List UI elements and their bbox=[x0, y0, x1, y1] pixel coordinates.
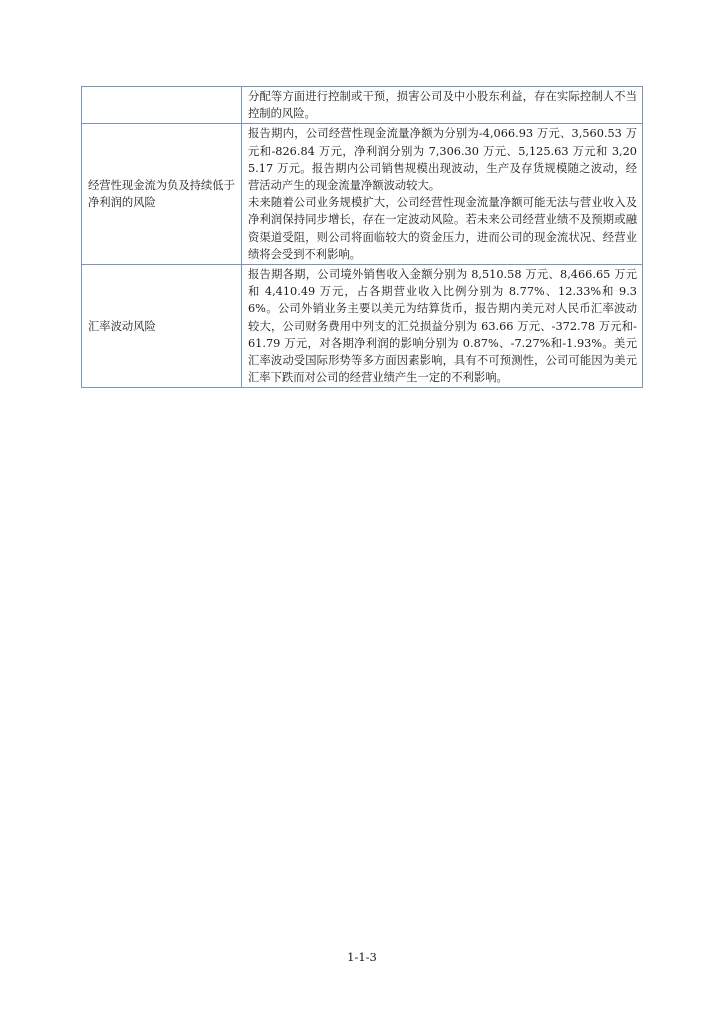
risk-name-cell: 经营性现金流为负及持续低于净利润的风险 bbox=[82, 124, 242, 265]
risk-description-cell bbox=[242, 265, 643, 388]
risk-description-cell bbox=[242, 87, 643, 124]
risk-name-cell: 汇率波动风险 bbox=[82, 265, 242, 388]
risk-description-paragraph: 未来随着公司业务规模扩大，公司经营性现金流量净额可能无法与营业收入及净利润保持同步增长，存在一定波动风险。若未来公司经营业绩不及预期或融资渠道受阻，则公司将面临较大的资金压力，进而公司的现金流状况、经营业绩将会受到不利影响。 bbox=[248, 196, 637, 261]
table-row bbox=[82, 87, 643, 124]
risk-description-paragraph: 报告期内，公司经营性现金流量净额为分别为-4,066.93 万元、3,560.53 万元和-826.84 万元，净利润分别为 7,306.30 万元、5,125.63 万元和 3,205.17 万元。报告期内公司销售规模出现波动，生产及存货规模随之波动，经营活动产生的现金流量净额波动较大。 bbox=[248, 127, 637, 193]
page-number: 1-1-3 bbox=[347, 950, 377, 964]
risk-table bbox=[81, 86, 643, 388]
risk-description-paragraph: 报告期各期，公司境外销售收入金额分别为 8,510.58 万元、8,466.65 万元和 4,410.49 万元，占各期营业收入比例分别为 8.77%、12.33%和 9.36%。公司外销业务主要以美元为结算货币，报告期内美元对人民币汇率波动较大，公司财务费用中列支的汇兑损益分别为 63.66 万元、-372.78 万元和-61.79 万元，对各期净利润的影响分别为 0.87%、-7.27%和-1.93%。美元汇率波动受国际形势等多方面因素影响，具有不可预测性，公司可能因为美元汇率下跌而对公司的经营业绩产生一定的不利影响。 bbox=[248, 268, 637, 385]
table-row bbox=[82, 265, 643, 388]
table-row bbox=[82, 124, 643, 265]
risk-description-cell bbox=[242, 124, 643, 265]
risk-description-paragraph: 分配等方面进行控制或干预，损害公司及中小股东利益，存在实际控制人不当控制的风险。 bbox=[248, 90, 637, 121]
risk-name-cell bbox=[82, 87, 242, 124]
